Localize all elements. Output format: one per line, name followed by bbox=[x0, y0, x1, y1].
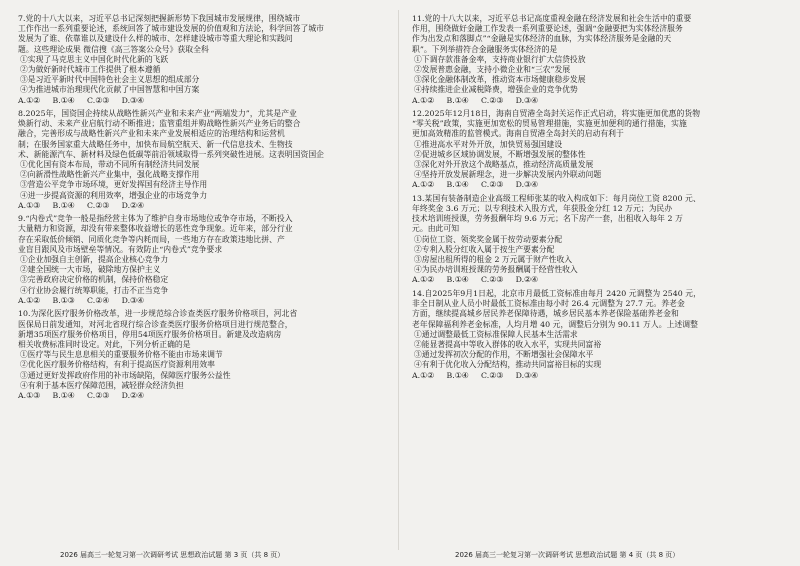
question-block bbox=[18, 214, 390, 306]
question-stem-line: 发展为了谁、依靠谁以及建设什么样的城市、怎样建设城市等重大理论和实践问 bbox=[18, 34, 293, 44]
question-block bbox=[18, 14, 390, 106]
statement-option: ②专利入股分红收入属于按生产要素分配 bbox=[414, 244, 555, 254]
right-page bbox=[412, 14, 784, 384]
statement-option: ②优化医疗服务价格结构，有利于提高医疗资源利用效率 bbox=[20, 360, 215, 370]
answer-choices: A.①② B.①④ C.②③ D.③④ bbox=[18, 95, 145, 105]
question-stem-line: 职”。下列举措符合金融服务实体经济的是 bbox=[412, 44, 558, 54]
answer-choices: A.①② B.①④ C.②③ D.③④ bbox=[412, 180, 539, 190]
statement-option: ②建全国统一大市场，破除地方保护主义 bbox=[20, 265, 161, 275]
statement-option: ①实现了马克思主义中国化时代化新的飞跃 bbox=[20, 54, 169, 64]
statement-option: ①医疗等与民生息息相关的重要服务价格不能由市场来调节 bbox=[20, 350, 223, 360]
question-stem-line: 12.2025年12月18日，海南自贸港全岛封关运作正式启动，将实施更加优惠的货物 bbox=[412, 109, 701, 119]
question-stem-line: 更加高效精准的监管模式。海南自贸港全岛封关的启动有利于 bbox=[412, 129, 624, 139]
statement-option: ④行业协会履行统筹职能，打击不正当竞争 bbox=[20, 285, 169, 295]
question-block bbox=[412, 289, 784, 381]
question-stem-line: 作为出发点和落脚点”“金融是实体经济的血脉，为实体经济服务是金融的天 bbox=[412, 34, 672, 44]
answer-choices: A.①③ B.①④ C.②③ D.②④ bbox=[18, 200, 145, 210]
statement-option: ②为做好新时代城市工作提供了根本遵循 bbox=[20, 65, 161, 75]
question-stem-line: 13.某国有装备制造企业高级工程师张某的收入构成如下：每月岗位工资 8200 元、 bbox=[412, 193, 701, 203]
statement-option: ④持续推进企业减税降费，增强企业的竞争优势 bbox=[414, 85, 578, 95]
question-stem-line: 新增35项医疗服务价格项目，停用54项医疗服务价格项目。新建及改造病房 bbox=[18, 329, 282, 339]
statement-option: ④有利于优化收入分配结构，推动共同富裕目标的实现 bbox=[414, 360, 602, 370]
statement-option: ④有利于基本医疗保障范围，减轻群众经济负担 bbox=[20, 380, 184, 390]
question-stem-line: 制；在服务国家重大战略任务中，加快布局航空航天、新一代信息技术、生物技 bbox=[18, 139, 293, 149]
question-stem-line: 医保局日前发通知，对河北省现行综合诊查类医疗服务价格项目进行规范整合， bbox=[18, 319, 293, 329]
statement-option: ①优化国有资本布局，带动不同所有制经济共同发展 bbox=[20, 160, 200, 170]
question-stem-line: 7.党的十八大以来，习近平总书记深刻把握新形势下我国城市发展规律，围绕城市 bbox=[18, 14, 301, 23]
statement-option: ①通过调整最低工资标准保障人民基本生活需求 bbox=[414, 329, 578, 339]
question-stem-line: 融合，完善形成与战略性新兴产业和未来产业发展相适应的治理结构和运营机 bbox=[18, 129, 285, 139]
question-block bbox=[412, 14, 784, 106]
question-stem-line: 工作作出一系列重要论述，系统回答了城市建设发展的价值观和方法论，科学回答了城市 bbox=[18, 24, 325, 34]
question-stem-line: 老年保障福利养老金标准，人均月增 40 元，调整后分别为 90.11 万人。上述调整 bbox=[412, 319, 698, 329]
question-stem-line: 存在采取低价倾销、同质化竞争等内耗而局，一些地方存在政策违地比拼、产 bbox=[18, 234, 285, 244]
question-stem-line: 9.“内卷式”竞争一般是指经营主体为了维护自身市场地位或争夺市场，不断投入 bbox=[18, 214, 293, 224]
answer-choices: A.①② B.①③ C.②④ D.③④ bbox=[18, 295, 145, 305]
statement-option: ③营造公平竞争市场环境，更好发挥国有经济主导作用 bbox=[20, 180, 208, 190]
statement-option: ④进一步提高资源的利用效率，增强企业的市场竞争力 bbox=[20, 190, 208, 200]
answer-choices: A.①③ B.①④ C.②③ D.②④ bbox=[18, 390, 145, 400]
question-stem-line: 元。由此可知 bbox=[412, 224, 460, 234]
question-stem-line: 焕新行动、未来产业启航行动不断推进；监管重组并购战略性新兴产业务后的整合 bbox=[18, 119, 301, 129]
statement-option: ③通过发挥初次分配的作用，不断增强社会保障水平 bbox=[414, 350, 594, 360]
statement-option: ②发展普惠金融，支持小微企业和“三农”发展 bbox=[414, 65, 571, 75]
statement-option: ③完善政府决定价格的机制，保持价格稳定 bbox=[20, 275, 169, 285]
question-stem-line: 11.党的十八大以来，习近平总书记高度重视金融在经济发展和社会生活中的重要 bbox=[412, 14, 692, 23]
left-page-footer: 2026 届高三一轮复习第一次调研考试 思想政治试题 第 3 页（共 8 页） bbox=[60, 551, 285, 559]
statement-option: ①下调存款准备金率，支持商业银行扩大信贷投放 bbox=[414, 54, 586, 64]
statement-option: ④为推进城市治理现代化贡献了中国智慧和中国方案 bbox=[20, 85, 200, 95]
question-stem-line: 技术培训班授课，劳务报酬年均 9.6 万元；名下房产一套，出租收入每年 2 万 bbox=[412, 214, 683, 224]
question-stem-line: 术、新能源汽车、新材料及绿色低碳等前沿领域取得一系列突破性进展。这表明国资国企 bbox=[18, 149, 325, 159]
question-stem-line: 业盲目跟风及市场壁垒等情况。有效防止“内卷式”竞争要求 bbox=[18, 244, 223, 254]
statement-option: ②促进城乡区域协调发展，不断增强发展的整体性 bbox=[414, 149, 586, 159]
statement-option: ③深化金融体制改革，推动资本市场健康稳步发展 bbox=[414, 75, 586, 85]
question-stem-line: 题。这些理论成果 微信搜《高三答案公众号》获取全科 bbox=[18, 44, 209, 54]
statement-option: ③房屋出租所得的租金 2 万元属于财产性收入 bbox=[414, 255, 573, 265]
right-page-footer: 2026 届高三一轮复习第一次调研考试 思想政治试题 第 4 页（共 8 页） bbox=[455, 551, 680, 559]
question-stem-line: 方面，继续提高城乡居民养老保障待遇，城乡居民基本养老保险基础养老金和 bbox=[412, 309, 679, 319]
column-divider bbox=[398, 10, 399, 550]
question-stem-line: 14.自2025年9月1日起，北京市月最低工资标准由每月 2420 元调整为 2540 元， bbox=[412, 288, 701, 298]
question-stem-line: 相关收费标准同时设定。对此，下列分析正确的是 bbox=[18, 339, 191, 349]
question-stem-line: 作用，围绕做好金融工作发表一系列重要论述，强调“金融要把为实体经济服务 bbox=[412, 24, 683, 34]
question-stem-line: 大量精力和资源，却没有带来整体收益增长的恶性竞争现象。近年来，部分行业 bbox=[18, 224, 293, 234]
answer-choices: A.①② B.①④ C.②③ D.③④ bbox=[412, 370, 539, 380]
question-block bbox=[18, 109, 390, 211]
question-stem-line: 非全日制从业人员小时最低工资标准由每小时 26.4 元调整为 27.7 元。养老金 bbox=[412, 299, 685, 309]
statement-option: ③深化对外开放这个战略基点，推动经济高质量发展 bbox=[414, 160, 594, 170]
question-stem-line: 8.2025年，国资国企持续从战略性新兴产业和未来产业“两端发力”，尤其是产业 bbox=[18, 109, 297, 119]
question-block bbox=[412, 194, 784, 286]
question-block bbox=[18, 309, 390, 401]
statement-option: ④坚持开放发展新理念，进一步解决发展内外联动问题 bbox=[414, 170, 602, 180]
statement-option: ②向新滑性战略性新兴产业集中，强化战略支撑作用 bbox=[20, 170, 200, 180]
left-page bbox=[18, 14, 390, 404]
answer-choices: A.①② B.①④ C.②③ D.②④ bbox=[412, 275, 539, 285]
question-stem-line: 10.为深化医疗服务价格改革，进一步规范综合诊查类医疗服务价格项目，河北省 bbox=[18, 309, 298, 319]
question-stem-line: “零关税”政策，实施更加宽松的贸易管理措施，实施更加便利的通行措施，实施 bbox=[412, 119, 687, 129]
statement-option: ③是习近平新时代中国特色社会主义思想的组成部分 bbox=[20, 75, 200, 85]
statement-option: ①企业加强自主创新，提高企业核心竞争力 bbox=[20, 255, 169, 265]
statement-option: ④为民办培训班授课的劳务报酬属于经营性收入 bbox=[414, 265, 578, 275]
answer-choices: A.①② B.①④ C.②③ D.③④ bbox=[412, 95, 539, 105]
statement-option: ②能显著提高中等收入群体的收入水平，实现共同富裕 bbox=[414, 339, 602, 349]
statement-option: ①推进高水平对外开放，加快贸易强国建设 bbox=[414, 139, 563, 149]
question-stem-line: 年终奖金 3.6 万元；以专利技术入股方式，年获股金分红 12 万元；为民办 bbox=[412, 204, 673, 214]
statement-option: ③通过更好发挥政府作用的补市场缺陷，保障医疗服务公益性 bbox=[20, 370, 231, 380]
question-block bbox=[412, 109, 784, 191]
statement-option: ①岗位工资、领奖奖金属于按劳动要素分配 bbox=[414, 234, 563, 244]
